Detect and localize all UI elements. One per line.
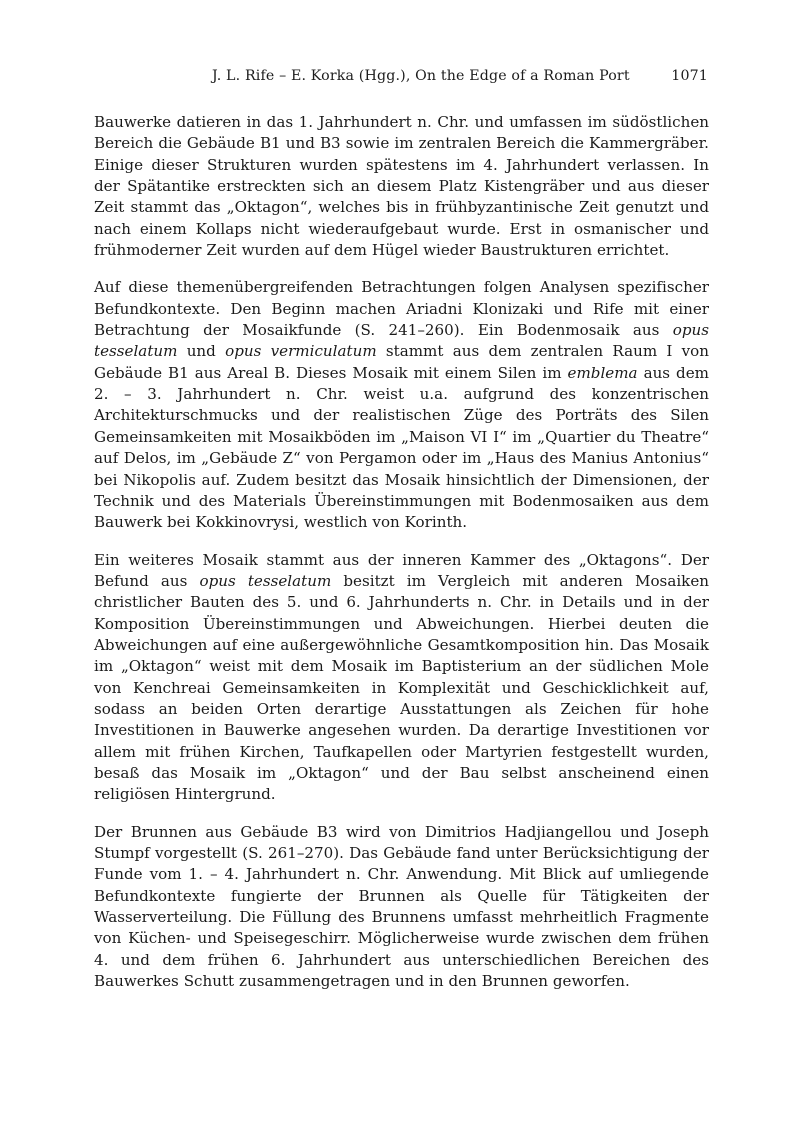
paragraph: Ein weiteres Mosaik stammt aus der inneren Kammer des „Oktagons“. Der Befund aus opus tesselatum besitzt im Vergleich mit anderen Mosaiken christlicher Bauten des 5. und 6. Jahrhunderts n. Chr. in Details und in der Komposition Übereinstimmungen und Abweichungen. Hierbei deuten die Abweichungen auf eine außergewöhnliche Gesamtkomposition hin. Das Mosaik im „Oktagon“ weist mit dem Mosaik im Baptisterium an der südlichen Mole von Kenchreai Gemeinsamkeiten in Komplexität und Geschicklichkeit auf, sodass an beiden Orten derartige Ausstattungen als Zeichen für hohe Investitionen in Bauwerke angesehen wurden. Da derartige Investitionen vor allem mit frühen Kirchen, Taufkapellen oder Martyrien festgestellt wurden, besaß das Mosaik im „Oktagon“ und der Bau selbst anscheinend einen religiösen Hintergrund. xyxy=(94,550,709,804)
italic-term: opus tesselatum xyxy=(199,571,332,590)
italic-term: opus tesselatum xyxy=(94,321,709,361)
italic-term: opus vermiculatum xyxy=(225,342,377,361)
body-text-column xyxy=(94,112,709,992)
paragraph: Der Brunnen aus Gebäude B3 wird von Dimitrios Hadjiangellou und Joseph Stumpf vorgestellt (S. 261–270). Das Gebäude fand unter Berücksichtigung der Funde vom 1. – 4. Jahrhundert n. Chr. Anwendung. Mit Blick auf umliegende Befundkontexte fungierte der Brunnen als Quelle für Tätigkeiten der Wasserverteilung. Die Füllung des Brunnens umfasst mehrheitlich Fragmente von Küchen- und Speisegeschirr. Möglicherweise wurde zwischen dem frühen 4. und dem frühen 6. Jahrhundert aus unterschiedlichen Bereichen des Bauwerkes Schutt zusammengetragen und in den Brunnen geworfen. xyxy=(94,822,709,991)
running-head-title: J. L. Rife – E. Korka (Hgg.), On the Edge of a Roman Port xyxy=(212,68,630,84)
italic-term: emblema xyxy=(567,363,638,382)
running-head xyxy=(94,68,708,90)
paragraph: Auf diese themenübergreifenden Betrachtungen folgen Analysen spezifischer Befundkontexte. Den Beginn machen Ariadni Klonizaki und Rife mit einer Betrachtung der Mosaikfunde (S. 241–260). Ein Bodenmosaik aus opus tesselatum und opus vermiculatum stammt aus dem zentralen Raum I von Gebäude B1 aus Areal B. Dieses Mosaik mit einem Silen im emblema aus dem 2. – 3. Jahrhundert n. Chr. weist u.a. aufgrund des konzentrischen Architekturschmucks und der realistischen Züge des Porträts des Silen Gemeinsamkeiten mit Mosaikböden im „Maison VI I“ im „Quartier du Theatre“ auf Delos, im „Gebäude Z“ von Pergamon oder im „Haus des Manius Antonius“ bei Nikopolis auf. Zudem besitzt das Mosaik hinsichtlich der Dimensionen, der Technik und des Materials Übereinstimmungen mit Bodenmosaiken aus dem Bauwerk bei Kokkinovrysi, westlich von Korinth. xyxy=(94,278,709,532)
page-number: 1071 xyxy=(671,68,708,84)
paragraph: Bauwerke datieren in das 1. Jahrhundert n. Chr. und umfassen im südöstlichen Bereich die Gebäude B1 und B3 sowie im zentralen Bereich die Kammergräber. Einige dieser Strukturen wurden spätestens im 4. Jahrhundert verlassen. In der Spätantike erstreckten sich an diesem Platz Kistengräber und aus dieser Zeit stammt das „Oktagon“, welches bis in frühbyzantinische Zeit genutzt und nach einem Kollaps nicht wiederaufgebaut wurde. Erst in osmanischer und frühmoderner Zeit wurden auf dem Hügel wieder Baustrukturen errichtet. xyxy=(94,113,709,260)
